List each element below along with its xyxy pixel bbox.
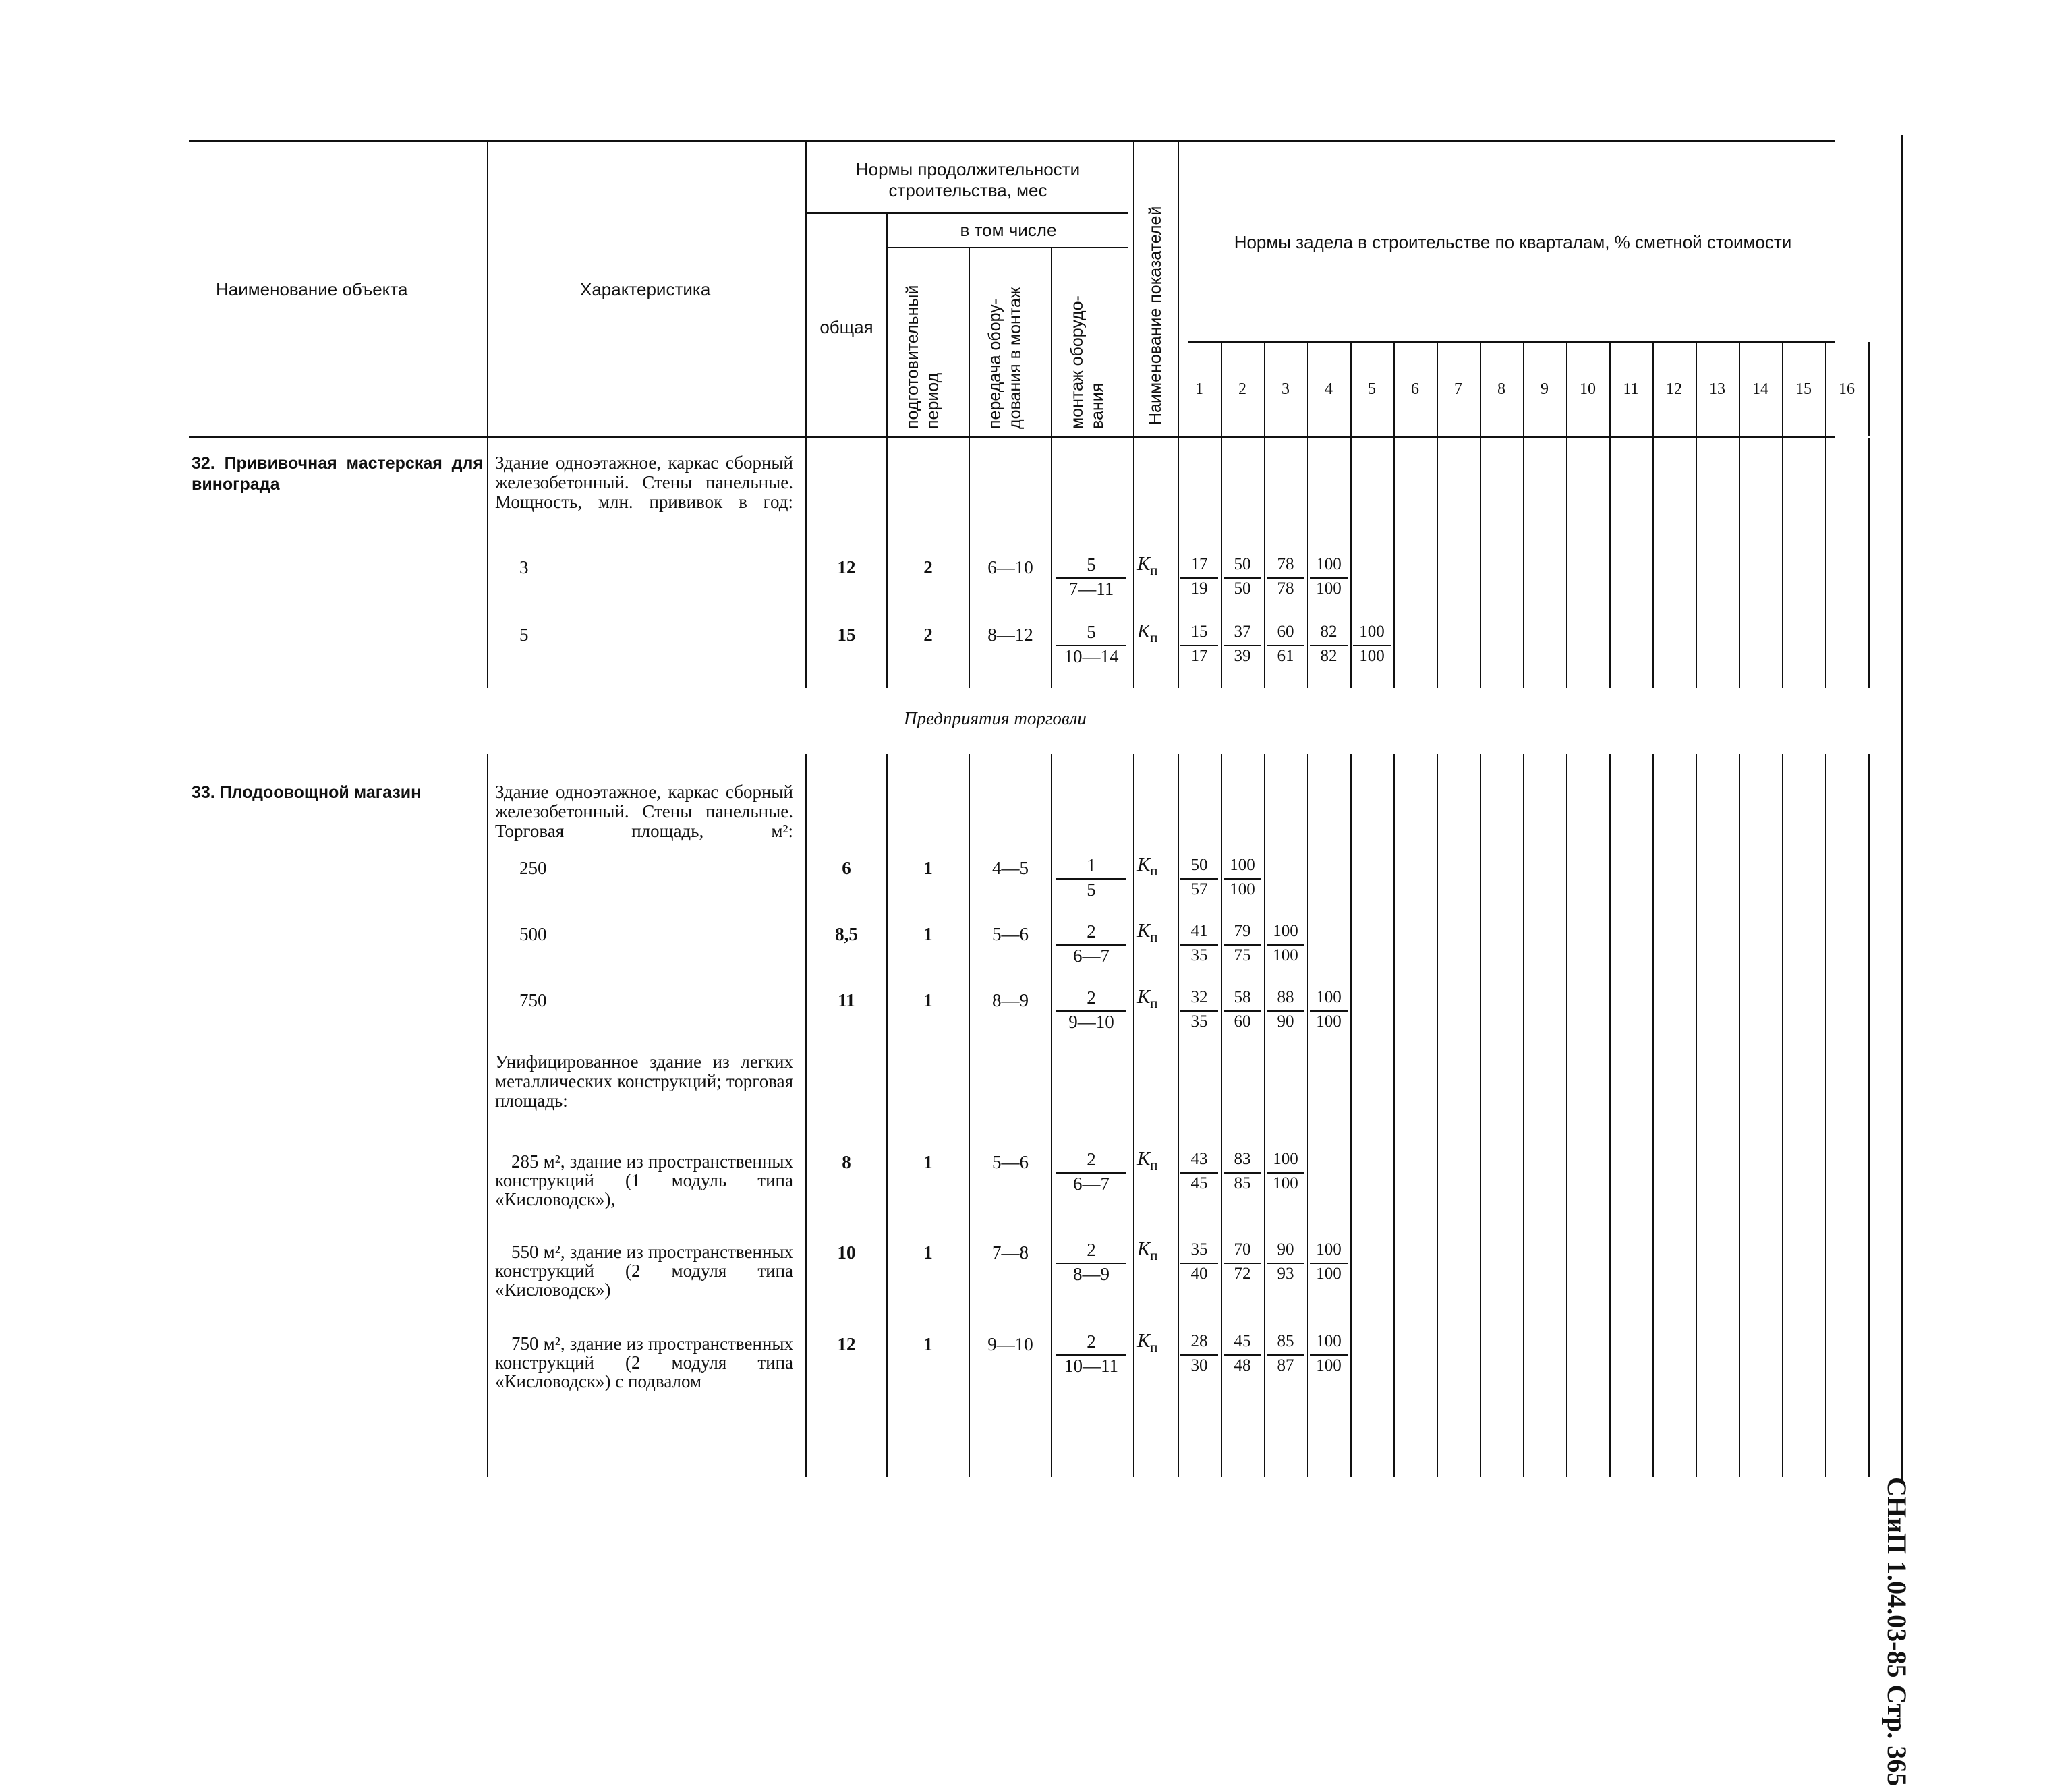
quarter-number: 15 <box>1795 380 1812 398</box>
incl-divider <box>888 247 1128 248</box>
row-label: 750 м², здание из пространственных конструкций (2 модуля типа «Кисловодск») с подвалом <box>495 1333 793 1391</box>
backlog-bottom: 78 <box>1277 579 1294 598</box>
backlog-top: 100 <box>1310 1331 1348 1356</box>
duration-total: 12 <box>837 1334 856 1354</box>
indicator-kp <box>1137 1330 1158 1356</box>
quarter-body-vline <box>1350 754 1352 1477</box>
backlog-fraction <box>1224 554 1261 602</box>
header-prep-period: подготовительный период <box>903 285 942 429</box>
body-vline <box>487 754 488 1477</box>
quarter-body-vline <box>1350 438 1352 688</box>
indicator-subscript: п <box>1150 1246 1158 1263</box>
install-bottom: 8—9 <box>1073 1264 1110 1284</box>
quarter-body-vline <box>1825 754 1826 1477</box>
install-fraction <box>1056 622 1126 669</box>
indicator-letter: К <box>1137 1148 1151 1170</box>
backlog-top: 58 <box>1224 987 1261 1012</box>
indicator-letter: К <box>1137 553 1151 575</box>
install-bottom: 6—7 <box>1073 946 1110 966</box>
body-vline <box>805 754 807 1477</box>
backlog-bottom: 30 <box>1190 1356 1208 1375</box>
backlog-top: 37 <box>1224 622 1261 646</box>
object-33-characteristic-2: Унифицированное здание из легких металлических конструкций; торговая площадь: <box>495 1052 793 1111</box>
header-backlog-title: Нормы задела в строительстве по кварталам, % сметной стоимости <box>1234 232 1792 252</box>
backlog-fraction <box>1267 1331 1304 1379</box>
row-label: 500 <box>519 924 547 944</box>
quarter-number: 7 <box>1454 380 1462 398</box>
install-top: 2 <box>1056 921 1126 946</box>
indicator-subscript: п <box>1150 994 1158 1011</box>
quarter-number: 6 <box>1411 380 1419 398</box>
quarter-body-vline <box>1652 438 1654 688</box>
backlog-top: 50 <box>1224 554 1261 579</box>
install-bottom: 9—10 <box>1068 1012 1114 1032</box>
header-vline <box>886 213 888 436</box>
indicator-kp <box>1137 1148 1158 1174</box>
install-fraction <box>1056 1331 1126 1379</box>
duration-total: 8,5 <box>835 924 858 944</box>
body-vline <box>1178 438 1179 688</box>
backlog-bottom: 50 <box>1234 579 1251 598</box>
backlog-top: 82 <box>1310 622 1348 646</box>
backlog-bottom: 100 <box>1316 1012 1342 1031</box>
prep-period: 2 <box>923 557 933 577</box>
backlog-bottom: 48 <box>1234 1356 1251 1375</box>
indicator-subscript: п <box>1150 1156 1158 1173</box>
backlog-bottom: 17 <box>1190 647 1208 665</box>
backlog-top: 28 <box>1180 1331 1218 1356</box>
indicator-subscript: п <box>1150 862 1158 879</box>
backlog-top: 100 <box>1310 554 1348 579</box>
backlog-fraction <box>1310 554 1348 602</box>
backlog-top: 100 <box>1310 1240 1348 1264</box>
quarters-divider <box>1188 341 1835 343</box>
backlog-fraction <box>1180 1240 1218 1287</box>
transfer-months: 6—10 <box>987 557 1033 577</box>
backlog-fraction <box>1224 855 1261 902</box>
backlog-fraction <box>1180 987 1218 1035</box>
body-vline <box>1051 754 1052 1477</box>
header-indicator: Наименование показателей <box>1146 206 1165 425</box>
row-label: 285 м², здание из пространственных конструкций (1 модуль типа «Кисловодск»), <box>495 1151 793 1209</box>
backlog-top: 88 <box>1267 987 1304 1012</box>
row-label: 250 <box>519 858 547 878</box>
backlog-top: 45 <box>1224 1331 1261 1356</box>
header-vline <box>1133 142 1134 436</box>
backlog-bottom: 19 <box>1190 579 1208 598</box>
install-top: 1 <box>1056 855 1126 880</box>
backlog-bottom: 57 <box>1190 880 1208 898</box>
quarter-body-vline <box>1868 754 1870 1477</box>
install-bottom: 10—14 <box>1064 646 1119 666</box>
install-top: 2 <box>1056 1240 1126 1264</box>
backlog-bottom: 35 <box>1190 1012 1208 1031</box>
quarter-body-vline <box>1264 754 1265 1477</box>
quarter-body-vline <box>1221 438 1222 688</box>
quarter-body-vline <box>1566 438 1567 688</box>
transfer-months: 8—12 <box>987 625 1033 645</box>
backlog-bottom: 100 <box>1359 647 1385 665</box>
backlog-fraction <box>1224 1149 1261 1197</box>
row-label: 5 <box>519 625 529 645</box>
backlog-top: 60 <box>1267 622 1304 646</box>
backlog-bottom: 72 <box>1234 1265 1251 1283</box>
quarter-body-vline <box>1739 438 1740 688</box>
backlog-top: 100 <box>1267 1149 1304 1174</box>
quarter-body-vline <box>1307 438 1308 688</box>
indicator-kp <box>1137 854 1158 880</box>
backlog-bottom: 100 <box>1316 1356 1342 1375</box>
quarter-body-vline <box>1739 754 1740 1477</box>
quarter-number: 4 <box>1325 380 1333 398</box>
backlog-fraction <box>1224 921 1261 969</box>
prep-period: 1 <box>923 858 933 878</box>
quarter-body-vline <box>1393 754 1395 1477</box>
install-top: 2 <box>1056 1149 1126 1174</box>
install-top: 2 <box>1056 1331 1126 1356</box>
backlog-top: 83 <box>1224 1149 1261 1174</box>
quarter-body-vline <box>1652 754 1654 1477</box>
backlog-top: 17 <box>1180 554 1218 579</box>
indicator-kp <box>1137 920 1158 946</box>
backlog-fraction <box>1180 1149 1218 1197</box>
quarter-body-vline <box>1609 754 1611 1477</box>
backlog-fraction <box>1267 622 1304 669</box>
header-transfer: передача обору- дования в монтаж <box>985 287 1025 429</box>
body-vline <box>805 438 807 688</box>
backlog-top: 32 <box>1180 987 1218 1012</box>
indicator-subscript: п <box>1150 928 1158 945</box>
quarter-body-vline <box>1696 754 1697 1477</box>
quarter-body-vline <box>1307 754 1308 1477</box>
header-characteristic: Характеристика <box>580 279 711 299</box>
quarter-body-vline <box>1393 438 1395 688</box>
backlog-top: 100 <box>1310 987 1348 1012</box>
backlog-fraction <box>1353 622 1391 669</box>
row-label: 3 <box>519 557 529 577</box>
backlog-top: 100 <box>1353 622 1391 646</box>
header-duration-title: Нормы продолжительности строительства, мес <box>855 159 1081 200</box>
backlog-bottom: 93 <box>1277 1265 1294 1283</box>
prep-period: 1 <box>923 990 933 1010</box>
indicator-letter: К <box>1137 1330 1151 1352</box>
indicator-subscript: п <box>1150 1338 1158 1355</box>
row-label: 550 м², здание из пространственных конструкций (2 модуля типа «Кисловодск») <box>495 1242 793 1300</box>
body-vline <box>1051 438 1052 688</box>
section-title: Предприятия торговли <box>904 708 1087 728</box>
quarter-number: 9 <box>1541 380 1549 398</box>
backlog-bottom: 85 <box>1234 1174 1251 1192</box>
object-33-name: 33. Плодоовощной магазин <box>192 783 422 802</box>
backlog-fraction <box>1180 622 1218 669</box>
indicator-kp <box>1137 986 1158 1012</box>
object-33-characteristic: Здание одноэтажное, каркас сборный железобетонный. Стены панельные. Торговая площадь, м²: <box>495 782 793 841</box>
quarter-body-vline <box>1523 438 1524 688</box>
backlog-top: 50 <box>1180 855 1218 880</box>
quarter-number: 8 <box>1497 380 1505 398</box>
transfer-months: 5—6 <box>992 924 1029 944</box>
quarter-body-vline <box>1566 754 1567 1477</box>
duration-total: 12 <box>837 557 856 577</box>
header-vline <box>969 248 970 436</box>
right-border <box>1901 135 1903 1484</box>
backlog-fraction <box>1224 1331 1261 1379</box>
backlog-top: 70 <box>1224 1240 1261 1264</box>
backlog-fraction <box>1310 1331 1348 1379</box>
header-vline <box>1051 248 1052 436</box>
quarter-header-vline <box>1868 342 1870 436</box>
prep-period: 1 <box>923 924 933 944</box>
install-fraction <box>1056 987 1126 1035</box>
backlog-top: 78 <box>1267 554 1304 579</box>
backlog-fraction <box>1180 554 1218 602</box>
install-fraction <box>1056 1149 1126 1197</box>
backlog-fraction <box>1180 921 1218 969</box>
indicator-letter: К <box>1137 621 1151 642</box>
backlog-fraction <box>1267 987 1304 1035</box>
backlog-fraction <box>1224 1240 1261 1287</box>
duration-divider <box>807 212 1128 214</box>
quarter-body-vline <box>1437 754 1438 1477</box>
row-label: 750 <box>519 990 547 1010</box>
quarter-body-vline <box>1480 754 1481 1477</box>
header-vline <box>487 142 488 436</box>
install-fraction <box>1056 554 1126 602</box>
quarter-body-vline <box>1782 438 1783 688</box>
backlog-bottom: 82 <box>1320 647 1337 665</box>
backlog-bottom: 100 <box>1273 946 1298 964</box>
quarter-number: 14 <box>1752 380 1768 398</box>
quarter-number: 3 <box>1282 380 1290 398</box>
indicator-kp <box>1137 1238 1158 1264</box>
install-bottom: 6—7 <box>1073 1174 1110 1194</box>
quarter-number: 11 <box>1623 380 1639 398</box>
backlog-top: 100 <box>1267 921 1304 946</box>
backlog-top: 41 <box>1180 921 1218 946</box>
indicator-letter: К <box>1137 920 1151 942</box>
transfer-months: 9—10 <box>987 1334 1033 1354</box>
backlog-bottom: 90 <box>1277 1012 1294 1031</box>
backlog-bottom: 100 <box>1230 880 1255 898</box>
backlog-bottom: 45 <box>1190 1174 1208 1192</box>
install-top: 2 <box>1056 987 1126 1012</box>
page-label: СНиП 1.04.03-85 Стр. 365 <box>1882 1477 1912 1786</box>
duration-total: 8 <box>842 1152 851 1172</box>
header-in-total: общая <box>819 317 873 337</box>
quarter-body-vline <box>1437 438 1438 688</box>
install-bottom: 7—11 <box>1068 579 1114 599</box>
quarter-body-vline <box>1825 438 1826 688</box>
object-32-characteristic: Здание одноэтажное, каркас сборный железобетонный. Стены панельные. Мощность, млн. прививок в год: <box>495 453 793 512</box>
prep-period: 1 <box>923 1242 933 1263</box>
transfer-months: 5—6 <box>992 1152 1029 1172</box>
backlog-bottom: 39 <box>1234 647 1251 665</box>
object-32-name: 32. Прививочная мастерская для винограда <box>192 454 483 494</box>
quarter-body-vline <box>1696 438 1697 688</box>
backlog-fraction <box>1310 622 1348 669</box>
backlog-fraction <box>1224 987 1261 1035</box>
backlog-fraction <box>1267 1149 1304 1197</box>
duration-total: 10 <box>837 1242 856 1263</box>
backlog-bottom: 75 <box>1234 946 1251 964</box>
install-bottom: 5 <box>1087 880 1096 900</box>
quarter-number: 13 <box>1709 380 1725 398</box>
backlog-top: 15 <box>1180 622 1218 646</box>
quarter-body-vline <box>1264 438 1265 688</box>
duration-total: 6 <box>842 858 851 878</box>
quarter-number: 2 <box>1238 380 1246 398</box>
header-bottom-rule <box>189 436 1835 438</box>
indicator-subscript: п <box>1150 561 1158 578</box>
backlog-bottom: 60 <box>1234 1012 1251 1031</box>
transfer-months: 7—8 <box>992 1242 1029 1263</box>
header-vline <box>805 142 807 436</box>
quarter-body-vline <box>1782 754 1783 1477</box>
backlog-top: 100 <box>1224 855 1261 880</box>
backlog-top: 79 <box>1224 921 1261 946</box>
quarter-body-vline <box>1221 754 1222 1477</box>
install-top: 5 <box>1056 622 1126 646</box>
quarter-body-vline <box>1523 754 1524 1477</box>
quarter-body-vline <box>1480 438 1481 688</box>
indicator-kp <box>1137 621 1158 646</box>
install-fraction <box>1056 921 1126 969</box>
prep-period: 2 <box>923 625 933 645</box>
quarter-number: 12 <box>1666 380 1682 398</box>
prep-period: 1 <box>923 1152 933 1172</box>
transfer-months: 4—5 <box>992 858 1029 878</box>
quarter-number: 10 <box>1580 380 1596 398</box>
header-install: монтаж оборудо- вания <box>1068 295 1107 429</box>
indicator-letter: К <box>1137 1238 1151 1260</box>
install-fraction <box>1056 855 1126 902</box>
backlog-bottom: 100 <box>1273 1174 1298 1192</box>
install-bottom: 10—11 <box>1064 1356 1118 1376</box>
quarter-body-vline <box>1868 438 1870 688</box>
backlog-top: 90 <box>1267 1240 1304 1264</box>
quarter-number: 16 <box>1839 380 1855 398</box>
quarter-body-vline <box>1609 438 1611 688</box>
backlog-fraction <box>1224 622 1261 669</box>
install-fraction <box>1056 1240 1126 1287</box>
indicator-letter: К <box>1137 854 1151 875</box>
backlog-bottom: 61 <box>1277 647 1294 665</box>
indicator-letter: К <box>1137 986 1151 1008</box>
backlog-bottom: 100 <box>1316 579 1342 598</box>
backlog-fraction <box>1267 921 1304 969</box>
backlog-top: 35 <box>1180 1240 1218 1264</box>
install-top: 5 <box>1056 554 1126 579</box>
body-vline <box>487 438 488 688</box>
transfer-months: 8—9 <box>992 990 1029 1010</box>
body-vline <box>1133 438 1134 688</box>
body-vline <box>1133 754 1134 1477</box>
backlog-fraction <box>1267 1240 1304 1287</box>
top-rule <box>189 140 1835 142</box>
indicator-subscript: п <box>1150 629 1158 645</box>
quarter-number: 5 <box>1368 380 1376 398</box>
backlog-fraction <box>1180 855 1218 902</box>
prep-period: 1 <box>923 1334 933 1354</box>
header-including: в том числе <box>960 220 1057 240</box>
indicator-kp <box>1137 553 1158 579</box>
backlog-top: 43 <box>1180 1149 1218 1174</box>
backlog-fraction <box>1267 554 1304 602</box>
backlog-fraction <box>1310 1240 1348 1287</box>
quarter-number: 1 <box>1195 380 1203 398</box>
duration-total: 11 <box>838 990 855 1010</box>
duration-total: 15 <box>837 625 856 645</box>
backlog-fraction <box>1310 987 1348 1035</box>
backlog-bottom: 35 <box>1190 946 1208 964</box>
backlog-bottom: 40 <box>1190 1265 1208 1283</box>
header-object-name: Наименование объекта <box>216 279 408 299</box>
backlog-top: 85 <box>1267 1331 1304 1356</box>
backlog-bottom: 87 <box>1277 1356 1294 1375</box>
backlog-fraction <box>1180 1331 1218 1379</box>
body-vline <box>1178 754 1179 1477</box>
backlog-bottom: 100 <box>1316 1265 1342 1283</box>
